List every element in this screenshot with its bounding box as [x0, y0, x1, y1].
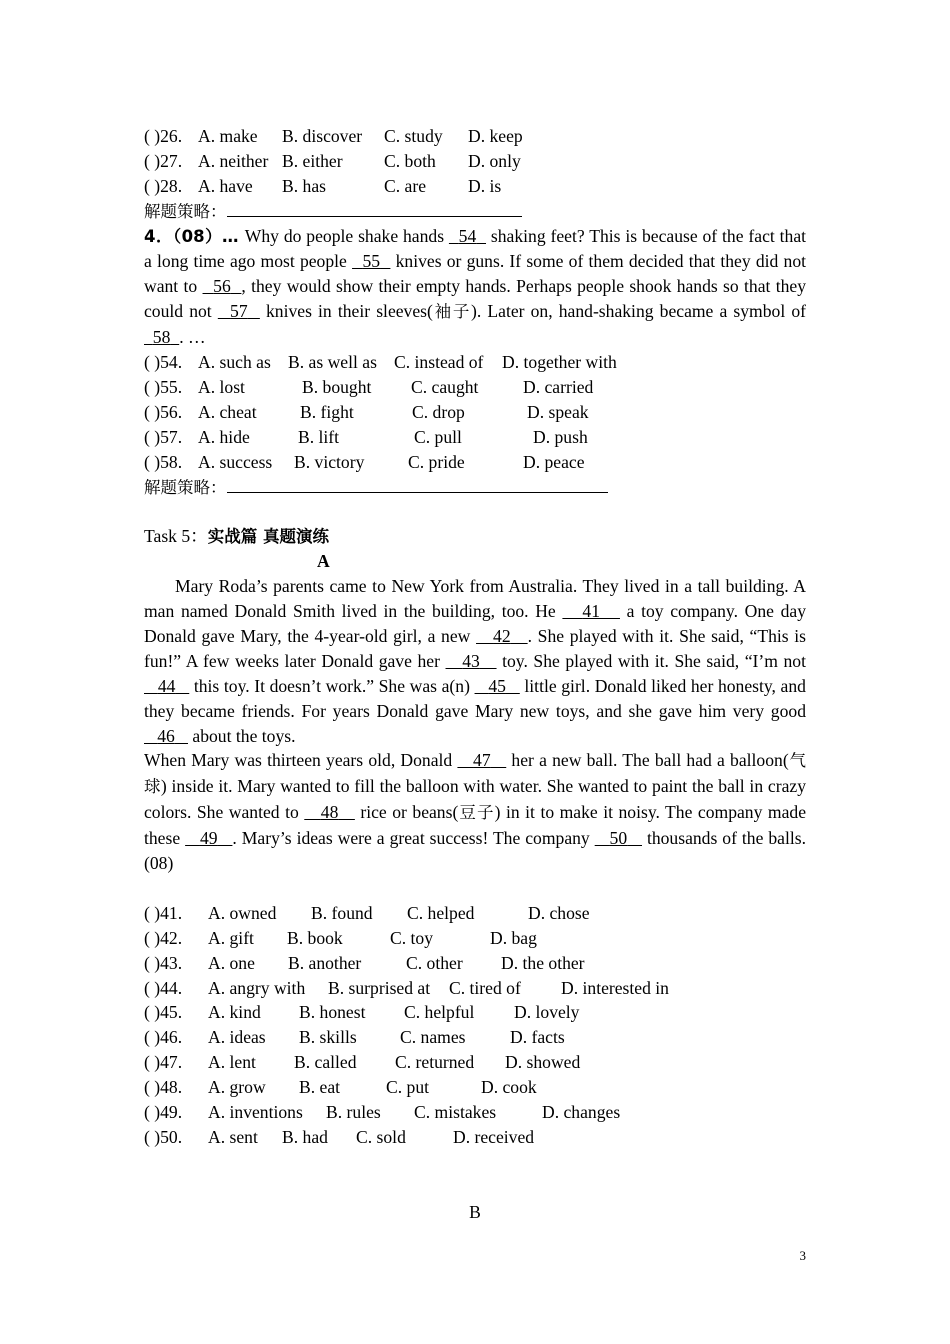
option-a: A. success: [198, 451, 273, 472]
option-d: D. carried: [523, 376, 594, 397]
passage-text: shaking feet? This is because of the fact that a long time ago most people: [144, 225, 807, 272]
question-number: ( )47.: [144, 1052, 183, 1073]
question-group-41-50: [144, 901, 806, 1150]
option-d: D. bag: [490, 927, 537, 948]
option-d: D. showed: [505, 1052, 581, 1073]
option-b: B. victory: [294, 451, 365, 472]
option-c: C. study: [384, 126, 443, 146]
task5-title: 实战篇 真题演练: [207, 527, 330, 547]
question-50: [144, 1125, 806, 1150]
question-46: [144, 1025, 806, 1050]
passage-section-4: [144, 224, 806, 351]
question-56: [144, 400, 806, 425]
option-c: C. helped: [407, 902, 475, 923]
option-d: D. only: [468, 150, 521, 171]
question-number: ( )44.: [144, 977, 183, 998]
passage-text: , they would show their empty hands. Perhaps people shook hands so that they could not: [144, 276, 807, 322]
option-c: C. drop: [412, 401, 465, 422]
strategy-label: 解题策略：: [144, 477, 227, 497]
question-number: ( )46.: [144, 1027, 183, 1048]
question-number: ( )42.: [144, 927, 183, 948]
question-number: ( )41.: [144, 902, 183, 923]
option-c: C. names: [400, 1027, 466, 1048]
question-number: ( )49.: [144, 1102, 183, 1122]
option-a: A. such as: [198, 352, 271, 373]
passage-text: . …: [179, 327, 206, 348]
passage-text: toy. She played with it. She said, “I’m not: [496, 650, 806, 671]
question-54: [144, 350, 806, 375]
option-a: A. ideas: [208, 1027, 266, 1048]
blank-57: [218, 301, 260, 321]
question-57: [144, 425, 806, 450]
option-d: D. cook: [481, 1077, 537, 1098]
question-number: ( )27.: [144, 150, 183, 171]
passage-text: about the toys.: [188, 725, 296, 746]
option-d: D. received: [453, 1126, 535, 1147]
option-d: D. facts: [510, 1027, 565, 1048]
task5-label: Task 5：: [144, 526, 208, 547]
question-48: [144, 1075, 806, 1100]
option-b: B. has: [282, 175, 326, 196]
passage-text: rice or beans(: [354, 802, 459, 823]
option-d: D. chose: [528, 902, 590, 923]
blank-49-number: 49: [199, 828, 218, 849]
question-45: [144, 1000, 806, 1025]
option-b: B. surprised at: [328, 977, 431, 998]
question-55: [144, 375, 806, 400]
passage-text: little girl. Donald liked her honesty, and they became friends. For years Donald gave Mary new toys, and she gave him very good: [144, 675, 806, 721]
chinese-gloss: 气球: [144, 751, 806, 797]
answer-blank-line[interactable]: [227, 201, 522, 217]
question-number: ( )26.: [144, 126, 183, 146]
option-b: B. lift: [298, 426, 340, 447]
blank-45-number: 45: [488, 675, 506, 696]
passage-text: a toy company. One day Donald gave Mary, the 4-year-old girl, a new: [144, 601, 807, 646]
passage-text: knives or guns. If some of them decided that they did not want to: [144, 251, 807, 297]
blank-54-number: 54: [458, 225, 477, 246]
blank-55: [352, 251, 390, 271]
blank-57-number: 57: [230, 301, 248, 322]
question-43: [144, 951, 806, 976]
option-c: C. returned: [395, 1052, 475, 1073]
question-number: ( )55.: [144, 376, 183, 397]
question-28: [144, 174, 806, 199]
option-d: D. lovely: [514, 1002, 580, 1023]
option-d: D. changes: [542, 1102, 621, 1122]
option-b: B. as well as: [288, 352, 377, 373]
option-d: D. speak: [527, 401, 589, 422]
blank-58-number: 58: [152, 327, 171, 348]
passage-text: knives in their sleeves(: [259, 301, 433, 322]
question-number: ( )48.: [144, 1077, 183, 1098]
option-c: C. sold: [356, 1126, 406, 1147]
blank-58: [144, 327, 179, 347]
option-d: D. peace: [523, 451, 585, 472]
question-49: [144, 1100, 806, 1125]
question-47: [144, 1050, 806, 1075]
passage-text: . Mary’s ideas were a great success! The company: [232, 828, 595, 849]
option-c: C. caught: [411, 376, 479, 397]
blank-44-number: 44: [157, 675, 176, 696]
option-d: D. keep: [468, 126, 523, 146]
passage-a-paragraph-2: [144, 748, 806, 876]
option-c: C. other: [406, 952, 463, 973]
blank-49: [185, 828, 232, 848]
question-44: [144, 976, 806, 1001]
blank-42: [476, 626, 528, 646]
option-a: A. gift: [208, 927, 254, 948]
passage-text: ) in it to make it noisy. The company made these: [144, 802, 806, 849]
strategy-line-2: [144, 475, 806, 500]
option-b: B. honest: [299, 1002, 366, 1023]
section-a-heading: A: [317, 551, 330, 572]
document-page: [144, 124, 806, 1224]
blank-56-number: 56: [213, 276, 231, 297]
passage-text: ). Later on, hand-shaking became a symbol of: [471, 301, 806, 322]
option-b: B. eat: [299, 1077, 341, 1098]
option-c: C. toy: [390, 927, 434, 948]
question-41: [144, 901, 806, 926]
answer-blank-line[interactable]: [227, 477, 608, 493]
option-c: C. pride: [408, 451, 465, 472]
option-a: A. make: [198, 126, 258, 146]
option-a: A. neither: [198, 150, 269, 171]
option-a: A. one: [208, 952, 255, 973]
option-a: A. inventions: [208, 1102, 303, 1122]
blank-47: [457, 750, 506, 770]
blank-56: [203, 276, 242, 296]
blank-50-number: 50: [609, 828, 628, 849]
question-58: [144, 450, 806, 475]
question-number: ( )45.: [144, 1002, 183, 1023]
question-group-54-58: [144, 350, 806, 474]
option-a: A. owned: [208, 902, 277, 923]
strategy-label: 解题策略：: [144, 201, 227, 221]
passage-text: thousands of the balls. (08): [144, 828, 806, 874]
question-number: ( )57.: [144, 426, 183, 447]
passage-text: ) inside it. Mary wanted to fill the balloon with water. She wanted to paint the ball in crazy colors. She wanted to: [144, 776, 806, 823]
option-b: B. either: [282, 150, 343, 171]
option-d: D. is: [468, 175, 502, 196]
chinese-gloss: 豆子: [458, 803, 495, 823]
blank-47-number: 47: [473, 750, 491, 771]
option-c: C. are: [384, 175, 427, 196]
section-b-heading: B: [469, 1201, 481, 1222]
blank-45: [475, 676, 520, 696]
option-d: D. the other: [501, 952, 585, 973]
option-b: B. another: [288, 952, 362, 973]
passage-text: When Mary was thirteen years old, Donald: [144, 750, 458, 771]
blank-44: [144, 676, 189, 696]
option-d: D. together with: [502, 352, 617, 373]
question-number: ( )56.: [144, 401, 183, 422]
blank-46-number: 46: [157, 725, 175, 746]
option-c: C. put: [386, 1077, 430, 1098]
passage-text: her a new ball. The ball had a balloon(: [506, 750, 789, 771]
blank-55-number: 55: [362, 251, 381, 272]
blank-42-number: 42: [493, 625, 511, 646]
question-26: [144, 124, 806, 149]
passage-text: . She played with it. She said, “This is fun!” A few weeks later Donald gave her: [144, 625, 807, 671]
option-c: C. both: [384, 150, 436, 171]
blank-43: [446, 651, 497, 671]
question-number: ( )54.: [144, 352, 183, 373]
blank-43-number: 43: [462, 650, 480, 671]
option-a: A. lent: [208, 1052, 256, 1073]
question-42: [144, 926, 806, 951]
chinese-gloss: 袖子: [432, 302, 472, 322]
option-a: A. cheat: [198, 401, 257, 422]
option-c: C. instead of: [394, 352, 484, 373]
option-a: A. angry with: [208, 977, 306, 998]
option-b: B. fight: [300, 401, 354, 422]
option-d: D. push: [533, 426, 588, 447]
strategy-line-1: [144, 199, 806, 224]
section-4-heading: 4．（08）…: [144, 226, 245, 246]
option-b: B. discover: [282, 126, 363, 146]
option-b: B. found: [311, 902, 373, 923]
passage-text: Why do people shake hands: [244, 225, 449, 246]
option-a: A. lost: [198, 376, 245, 397]
blank-41: [562, 601, 620, 621]
passage-text: Mary Roda’s parents came to New York from Australia. They lived in a tall building. A man named Donald Smith lived in the building, too. He: [144, 576, 806, 622]
question-group-26-28: [144, 124, 806, 199]
question-number: ( )50.: [144, 1126, 183, 1147]
option-a: A. grow: [208, 1077, 266, 1098]
option-b: B. had: [282, 1126, 328, 1147]
blank-41-number: 41: [582, 601, 600, 622]
blank-48-number: 48: [320, 802, 339, 823]
question-number: ( )43.: [144, 952, 183, 973]
option-b: B. called: [294, 1052, 357, 1073]
option-d: D. interested in: [561, 977, 669, 998]
option-c: C. tired of: [449, 977, 521, 998]
option-a: A. sent: [208, 1126, 258, 1147]
question-27: [144, 149, 806, 174]
blank-50: [595, 828, 642, 848]
option-b: B. skills: [299, 1027, 357, 1048]
option-b: B. book: [287, 927, 343, 948]
blank-54: [449, 226, 486, 246]
blank-46: [144, 726, 188, 746]
question-number: ( )58.: [144, 451, 183, 472]
page-number: 3: [799, 1248, 806, 1263]
option-c: C. mistakes: [414, 1102, 497, 1122]
option-a: A. hide: [198, 426, 250, 447]
task5-heading: [144, 524, 806, 549]
passage-a-paragraph-1: [144, 574, 806, 748]
option-a: A. have: [198, 175, 253, 196]
option-c: C. helpful: [404, 1002, 475, 1023]
option-b: B. rules: [326, 1102, 381, 1122]
passage-text: this toy. It doesn’t work.” She was a(n): [189, 675, 475, 696]
option-c: C. pull: [414, 426, 462, 447]
option-a: A. kind: [208, 1002, 261, 1023]
question-number: ( )28.: [144, 175, 183, 196]
blank-48: [304, 802, 355, 822]
option-b: B. bought: [302, 376, 372, 397]
